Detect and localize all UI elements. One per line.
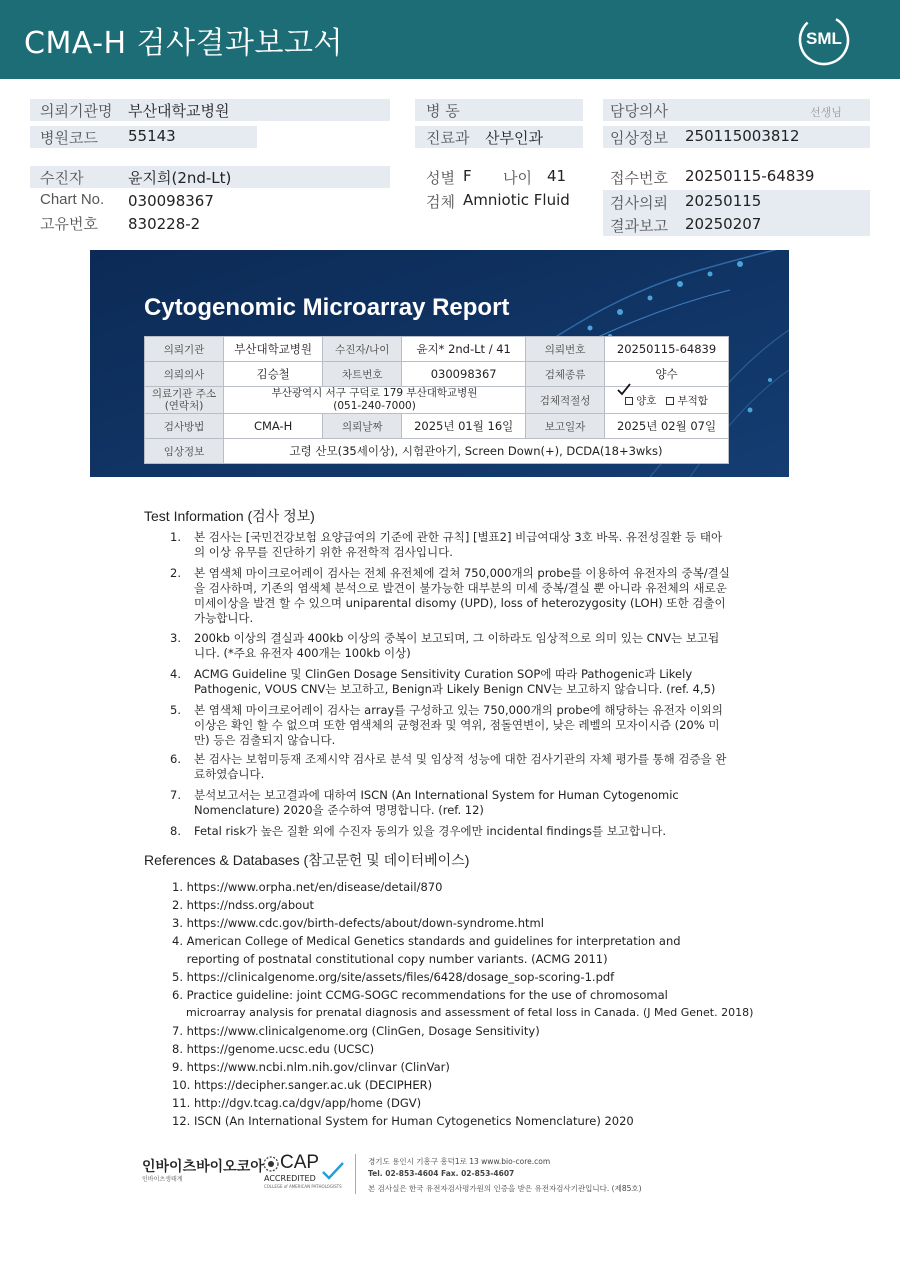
reference-item: 1. https://www.orpha.net/en/disease/detail/870 [172, 880, 443, 894]
item-text: 분석보고서는 보고결과에 대하여 ISCN (An International System for Human Cytogenomic Nomenclature) 2020을 준수하여 명명합니다. (ref. 12) [194, 788, 679, 817]
item-text: 본 검사는 [국민건강보험 요양급여의 기준에 관한 규칙] [별표2] 비급여대상 3호 바목. 유전성질환 등 태아의 이상 유무를 진단하기 위한 유전학적 검사입니다. [194, 530, 723, 559]
item-text: Fetal risk가 높은 질환 외에 수진자 동의가 있을 경우에만 incidental findings를 보고합니다. [194, 824, 666, 838]
checkbox-bad [666, 397, 674, 405]
ward-label: 병 동 [426, 102, 460, 120]
address-label: 의료기관 주소 [151, 388, 217, 400]
list-item [170, 788, 730, 818]
reference-item: 7. https://www.clinicalgenome.org (ClinGen, Dosage Sensitivity) [172, 1024, 540, 1038]
list-item [170, 566, 730, 626]
unique-label: 고유번호 [40, 215, 98, 233]
institution-label: 의뢰기관명 [40, 102, 113, 120]
table-cell: 수진자/나이 [323, 337, 402, 362]
institution-value: 부산대학교병원 [128, 102, 230, 120]
item-number: 8. [170, 824, 181, 838]
page-header [0, 0, 900, 79]
list-item [170, 667, 730, 697]
cap-accredited: ACCREDITED [264, 1174, 316, 1183]
table-cell: 김승철 [224, 362, 323, 387]
suit-ok-label: 양호 [636, 394, 657, 407]
report-title: Cytogenomic Microarray Report [144, 294, 510, 321]
footer-tel: Tel. 02-853-4604 Fax. 02-853-4607 [368, 1169, 515, 1178]
patient-label: 수진자 [40, 169, 84, 187]
table-cell: 2025년 01월 16일 [402, 414, 526, 439]
specimen-value: Amniotic Fluid [463, 191, 570, 209]
item-number: 6. [170, 752, 181, 766]
report-banner [90, 250, 789, 477]
list-item [170, 530, 730, 560]
company-logo: 인바이츠바이오코아 [142, 1159, 264, 1175]
item-number: 5. [170, 703, 181, 717]
table-row [145, 337, 729, 362]
report-value: 20250207 [685, 215, 762, 233]
table-row [145, 414, 729, 439]
phone-value: (051-240-7000) [333, 400, 416, 412]
specimen-label: 검체 [426, 193, 455, 211]
table-cell: 차트번호 [323, 362, 402, 387]
chart-label: Chart No. [40, 191, 105, 208]
table-cell: 의뢰날짜 [323, 414, 402, 439]
reference-item: 9. https://www.ncbi.nlm.nih.gov/clinvar (ClinVar) [172, 1060, 450, 1074]
age-value: 41 [547, 167, 567, 185]
table-row [145, 362, 729, 387]
table-row [145, 439, 729, 464]
table-cell: 검체종류 [526, 362, 605, 387]
sex-value: F [463, 167, 472, 185]
table-cell [605, 387, 729, 414]
item-number: 3. [170, 631, 181, 645]
table-cell: 030098367 [402, 362, 526, 387]
reference-item: 11. http://dgv.tcag.ca/dgv/app/home (DGV) [172, 1096, 422, 1110]
company-logo-sub: 인바이츠생태계 [142, 1176, 183, 1183]
table-cell: 윤지* 2nd-Lt / 41 [402, 337, 526, 362]
table-cell: 20250115-64839 [605, 337, 729, 362]
sml-logo-icon [796, 12, 852, 68]
cap-text: CAP [280, 1152, 320, 1173]
clinical-label: 임상정보 [610, 129, 668, 147]
doctor-label: 담당의사 [610, 102, 668, 120]
dept-label: 진료과 [426, 129, 470, 147]
checkmark-icon [617, 383, 631, 397]
chart-value: 030098367 [128, 192, 214, 210]
cap-logo [262, 1152, 352, 1194]
cap-check-icon [322, 1162, 344, 1180]
reference-item: 12. ISCN (An International System for Human Cytogenetics Nomenclature) 2020 [172, 1114, 634, 1128]
table-cell: 의뢰의사 [145, 362, 224, 387]
contact-label: (연락처) [164, 400, 204, 412]
table-cell: 2025년 02월 07일 [605, 414, 729, 439]
list-item [170, 703, 730, 748]
list-item [170, 752, 730, 782]
checkbox-ok [625, 397, 633, 405]
receipt-value: 20250115-64839 [685, 167, 815, 185]
patient-value: 윤지희(2nd-Lt) [128, 169, 232, 187]
table-row [145, 387, 729, 414]
request-label: 검사의뢰 [610, 194, 668, 212]
report-table [144, 336, 729, 464]
table-cell: 보고일자 [526, 414, 605, 439]
table-cell: 의뢰번호 [526, 337, 605, 362]
reference-item: 6. Practice guideline: joint CCMG-SOGC recommendations for the use of chromosomal [172, 988, 668, 1002]
reference-item: 8. https://genome.ucsc.edu (UCSC) [172, 1042, 375, 1056]
item-text: 본 검사는 보험미등재 조제시약 검사로 분석 및 임상적 성능에 대한 검사기관의 자체 평가를 통해 검증을 완료하였습니다. [194, 752, 727, 781]
table-cell: 검체적절성 [526, 387, 605, 414]
page-title: CMA-H 검사결과보고서 [24, 26, 343, 61]
report-label: 결과보고 [610, 217, 668, 235]
reference-item: 4. American College of Medical Genetics standards and guidelines for interpretation and [172, 934, 681, 948]
table-cell: 양수 [605, 362, 729, 387]
dept-value: 산부인과 [485, 129, 543, 147]
sex-label: 성별 [426, 169, 455, 187]
item-number: 4. [170, 667, 181, 681]
footer-address: 경기도 용인시 기흥구 흥덕1로 13 www.bio-core.com [368, 1157, 551, 1166]
address-value: 부산광역시 서구 구덕로 179 부산대학교병원 [271, 387, 478, 399]
item-text: 본 염색체 마이크로어레이 검사는 전체 유전체에 걸쳐 750,000개의 probe를 이용하여 유전자의 중복/결실을 검사하며, 기존의 염색체 분석으로 발견이 불가능한 대부분의 미세 중복/결실 뿐 아니라 유전체의 새로운 미세이상을 발견 할 수 있으며 uniparental disomy (UPD), loss of heterozygosity (LOH) 또한 검출이 가능합니다. [194, 566, 730, 625]
table-cell: 의뢰기관 [145, 337, 224, 362]
list-item [170, 631, 730, 661]
item-text: 본 염색체 마이크로어레이 검사는 array를 구성하고 있는 750,000개의 probe에 해당하는 유전자 이외의 이상은 확인 할 수 없으며 또한 염색체의 균형전좌 및 역위, 점돌연변이, 낮은 레벨의 모자이시즘 (20% 미만) 등은 검출되지 않습니다. [194, 703, 723, 747]
references-title: References & Databases (참고문헌 및 데이터베이스) [144, 852, 470, 868]
reference-item: reporting of postnatal constitutional copy number variants. (ACMG 2011) [172, 952, 608, 966]
table-cell: 임상정보 [145, 439, 224, 464]
reference-item: microarray analysis for prenatal diagnosis and assessment of fetal loss in Canada. (J Med Genet. 2018) [172, 1006, 754, 1019]
reference-item: 10. https://decipher.sanger.ac.uk (DECIPHER) [172, 1078, 433, 1092]
cap-seal-icon [262, 1155, 280, 1173]
clinical-value: 250115003812 [685, 127, 800, 145]
item-number: 1. [170, 530, 181, 544]
receipt-label: 접수번호 [610, 169, 668, 187]
age-label: 나이 [503, 169, 532, 187]
item-number: 2. [170, 566, 181, 580]
table-cell: 고령 산모(35세이상), 시험관아기, Screen Down(+), DCDA(18+3wks) [224, 439, 729, 464]
test-info-title: Test Information (검사 정보) [144, 508, 315, 524]
unique-value: 830228-2 [128, 215, 201, 233]
table-cell: 검사방법 [145, 414, 224, 439]
reference-item: 2. https://ndss.org/about [172, 898, 314, 912]
suit-bad-label: 부적합 [677, 394, 708, 407]
footer-divider [355, 1154, 356, 1194]
cap-fine-print: COLLEGE of AMERICAN PATHOLOGISTS [264, 1184, 342, 1189]
list-item [170, 824, 730, 839]
item-text: 200kb 이상의 결실과 400kb 이상의 중복이 보고되며, 그 이하라도 임상적으로 의미 있는 CNV는 보고됩니다. (*주요 유전자 400개는 100kb 이상) [194, 631, 720, 660]
reference-item: 3. https://www.cdc.gov/birth-defects/about/down-syndrome.html [172, 916, 544, 930]
hospital-code-label: 병원코드 [40, 129, 98, 147]
page-footer [140, 1150, 760, 1200]
reference-item: 5. https://clinicalgenome.org/site/assets/files/6428/dosage_sop-scoring-1.pdf [172, 970, 615, 984]
table-cell: 부산대학교병원 [224, 337, 323, 362]
logo-text: SML [806, 29, 842, 48]
item-number: 7. [170, 788, 181, 802]
doctor-suffix: 선생님 [810, 106, 842, 119]
table-cell: CMA-H [224, 414, 323, 439]
table-cell [145, 387, 224, 414]
item-text: ACMG Guideline 및 ClinGen Dosage Sensitivity Curation SOP에 따라 Pathogenic과 Likely Pathogenic, VOUS CNV는 보고하고, Benign과 Likely Benign CNV는 보고하지 않습니다. (ref. 4,5) [194, 667, 716, 696]
table-cell [224, 387, 526, 414]
hospital-code-value: 55143 [128, 127, 176, 145]
footer-cert: 본 검사실은 한국 유전자검사평가원의 인증을 받은 유전자검사기관입니다. (제85호) [368, 1184, 642, 1193]
request-value: 20250115 [685, 192, 762, 210]
